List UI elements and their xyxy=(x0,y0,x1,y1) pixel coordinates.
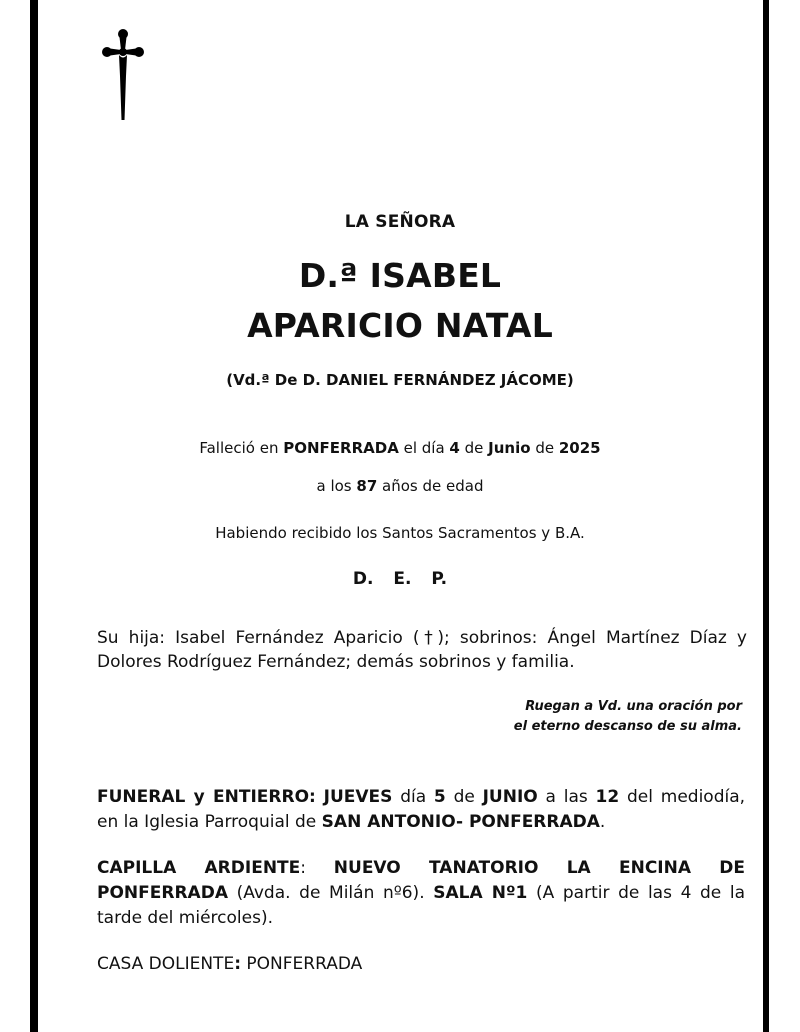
funeral-weekday: JUEVES xyxy=(323,787,393,807)
house-place: PONFERRADA xyxy=(246,954,363,974)
deceased-name-last: APARICIO NATAL xyxy=(247,306,553,345)
funeral-text-alas: a las xyxy=(545,787,588,807)
chapel-note: (A partir de las 4 de la tarde del miércoles). xyxy=(97,883,746,928)
funeral-text-iglesia: en la Iglesia Parroquial de xyxy=(97,812,317,832)
age-suffix: años de edad xyxy=(382,477,484,495)
funeral-text-dia: día xyxy=(400,787,427,807)
deceased-name-first: D.ª ISABEL xyxy=(298,256,502,295)
prayer-line-1: Ruegan a Vd. una oración por xyxy=(525,699,742,714)
funeral-paragraph xyxy=(97,785,745,835)
chapel-colon: : xyxy=(300,858,306,878)
chapel-label: CAPILLA ARDIENTE xyxy=(97,858,301,878)
funeral-month: JUNIO xyxy=(482,787,538,807)
death-mid3: de xyxy=(535,439,555,457)
chapel-room: SALA Nº1 xyxy=(433,883,528,903)
chapel-paragraph xyxy=(97,856,745,931)
funeral-day: 5 xyxy=(433,787,446,807)
dep-line: D. E. P. xyxy=(352,569,448,589)
death-prefix: Falleció en xyxy=(199,439,279,457)
death-day: 4 xyxy=(449,439,460,457)
chapel-place: NUEVO TANATORIO LA ENCINA DE PONFERRADA xyxy=(97,858,746,903)
death-year: 2025 xyxy=(558,439,601,457)
age-prefix: a los xyxy=(316,477,352,495)
funeral-end: . xyxy=(599,812,606,832)
cross-icon xyxy=(100,28,146,122)
intro-heading: LA SEÑORA xyxy=(344,212,456,232)
prayer-request xyxy=(400,697,742,737)
death-line xyxy=(40,439,760,457)
house-line xyxy=(97,954,362,974)
family-paragraph: Su hija: Isabel Fernández Aparicio (†); sobrinos: Ángel Martínez Díaz y Dolores Rodríguez Fernández; demás sobrinos y familia. xyxy=(97,628,747,672)
death-mid1: el día xyxy=(403,439,445,457)
funeral-text-de: de xyxy=(453,787,475,807)
funeral-hour: 12 xyxy=(595,787,620,807)
house-colon: : xyxy=(234,954,241,974)
widow-of: (Vd.ª De D. DANIEL FERNÁNDEZ JÁCOME) xyxy=(226,371,574,389)
age-line xyxy=(40,477,760,495)
prayer-line-2: el eterno descanso de su alma. xyxy=(513,719,742,734)
funeral-line-2 xyxy=(97,812,605,832)
funeral-church: SAN ANTONIO- PONFERRADA xyxy=(321,812,600,832)
chapel-address: (Avda. de Milán nº6). xyxy=(236,883,425,903)
left-border xyxy=(30,0,38,1032)
funeral-line-1 xyxy=(97,785,745,810)
funeral-label: FUNERAL y ENTIERRO: xyxy=(97,787,316,807)
death-mid2: de xyxy=(464,439,484,457)
sacraments-line: Habiendo recibido los Santos Sacramentos y B.A. xyxy=(215,524,585,542)
death-place: PONFERRADA xyxy=(283,439,399,457)
right-border xyxy=(763,0,769,1032)
age-years: 87 xyxy=(356,477,378,495)
house-label: CASA DOLIENTE xyxy=(97,954,235,974)
death-month: Junio xyxy=(488,439,531,457)
funeral-text-mediodia: del mediodía, xyxy=(627,787,746,807)
